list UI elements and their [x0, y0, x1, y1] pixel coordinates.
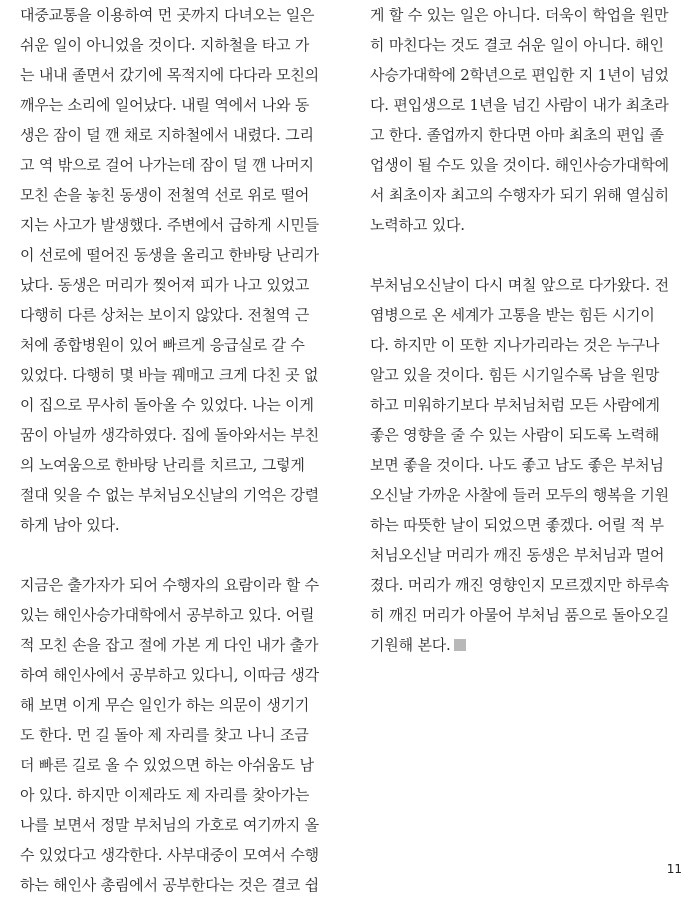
- text-line: 났다. 동생은 머리가 찢어져 피가 나고 있었고: [20, 276, 310, 294]
- text-line: 고 한다. 졸업까지 한다면 아마 최초의 편입 졸: [370, 126, 664, 144]
- text-line: 부처님오신날이 다시 며칠 앞으로 다가왔다. 전: [370, 276, 669, 294]
- text-line: 생은 잠이 덜 깬 채로 지하철에서 내렸다. 그리: [20, 126, 314, 144]
- text-line: 이 집으로 무사히 돌아올 수 있었다. 나는 이게: [20, 396, 314, 414]
- text-line-content: 기원해 본다.: [370, 636, 451, 654]
- text-line: 대중교통을 이용하여 먼 곳까지 다녀오는 일은: [20, 6, 315, 24]
- text-line: 모친 손을 놓친 동생이 전철역 선로 위로 떨어: [20, 186, 310, 204]
- text-line: 염병으로 온 세계가 고통을 받는 힘든 시기이: [370, 306, 655, 324]
- text-line: 더 빠른 길로 올 수 있었으면 하는 아쉬움도 남: [20, 756, 314, 774]
- text-line: 꿈이 아닐까 생각하였다. 집에 돌아와서는 부친: [20, 426, 319, 444]
- text-line: 하는 따뜻한 날이 되었으면 좋겠다. 어릴 적 부: [370, 516, 664, 534]
- text-line: 아 있다. 하지만 이제라도 제 자리를 찾아가는: [20, 786, 310, 804]
- left-column: [20, 0, 328, 900]
- text-line: 처에 종합병원이 있어 빠르게 응급실로 갈 수: [20, 336, 305, 354]
- text-line: 다행히 다른 상처는 보이지 않았다. 전철역 근: [20, 306, 310, 324]
- text-line: 적 모친 손을 잡고 절에 가본 게 다인 내가 출가: [20, 636, 319, 654]
- end-mark-icon: [454, 639, 466, 651]
- text-line: 하게 남아 있다.: [20, 516, 120, 534]
- text-line: 히 깨진 머리가 아물어 부처님 품으로 돌아오길: [370, 606, 669, 624]
- text-line: 해 보면 이게 무슨 일인가 하는 의문이 생기기: [20, 696, 310, 714]
- text-line: 이 선로에 떨어진 동생을 올리고 한바탕 난리가: [20, 246, 319, 264]
- text-line: 고 역 밖으로 걸어 나가는데 잠이 덜 깬 나머지: [20, 156, 314, 174]
- text-line: 게 할 수 있는 일은 아니다. 더욱이 학업을 원만: [370, 6, 669, 24]
- text-line: 다. 하지만 이 또한 지나가리라는 것은 누구나: [370, 336, 660, 354]
- text-line: 도 한다. 먼 길 돌아 제 자리를 찾고 나니 조금: [20, 726, 309, 744]
- paragraph-4: [370, 270, 678, 660]
- text-line: 하고 미워하기보다 부처님처럼 모든 사람에게: [370, 396, 660, 414]
- text-line: 있는 해인사승가대학에서 공부하고 있다. 어릴: [20, 606, 315, 624]
- text-line: 있었다. 다행히 몇 바늘 꿰매고 크게 다친 곳 없: [20, 366, 319, 384]
- text-line: 하여 해인사에서 공부하고 있다니, 이따금 생각: [20, 666, 319, 684]
- paragraph-3: [370, 0, 678, 240]
- text-line: 서 최초이자 최고의 수행자가 되기 위해 열심히: [370, 186, 669, 204]
- text-line: 처님오신날 머리가 깨진 동생은 부처님과 멀어: [370, 546, 665, 564]
- text-line: 쉬운 일이 아니었을 것이다. 지하철을 타고 가: [20, 36, 310, 54]
- text-line: 깨우는 소리에 일어났다. 내릴 역에서 나와 동: [20, 96, 310, 114]
- text-line: 히 마친다는 것도 결코 쉬운 일이 아니다. 해인: [370, 36, 664, 54]
- text-line: 좋은 영향을 줄 수 있는 사람이 되도록 노력해: [370, 426, 660, 444]
- text-line: 사승가대학에 2학년으로 편입한 지 1년이 넘었: [370, 66, 669, 84]
- text-line: 절대 잊을 수 없는 부처님오신날의 기억은 강렬: [20, 486, 319, 504]
- right-column: [370, 0, 678, 660]
- paragraph-1: [20, 0, 328, 540]
- text-line: 나를 보면서 정말 부처님의 가호로 여기까지 올: [20, 816, 319, 834]
- text-line: 노력하고 있다.: [370, 216, 465, 234]
- text-line: 의 노여움으로 한바탕 난리를 치르고, 그렇게: [20, 456, 305, 474]
- text-line: 졌다. 머리가 깨진 영향인지 모르겠지만 하루속: [370, 576, 669, 594]
- text-line: 는 내내 졸면서 갔기에 목적지에 다다라 모친의: [20, 66, 319, 84]
- text-line: 다. 편입생으로 1년을 넘긴 사람이 내가 최초라: [370, 96, 669, 114]
- text-line: 보면 좋을 것이다. 나도 좋고 남도 좋은 부처님: [370, 456, 664, 474]
- text-line-last: [370, 630, 678, 660]
- text-line: 하는 해인사 총림에서 공부한다는 것은 결코 쉽: [20, 876, 319, 894]
- text-line: 수 있었다고 생각한다. 사부대중이 모여서 수행: [20, 846, 319, 864]
- paragraph-gap: [370, 240, 678, 270]
- text-line: 지는 사고가 발생했다. 주변에서 급하게 시민들: [20, 216, 319, 234]
- paragraph-2: [20, 570, 328, 900]
- paragraph-gap: [20, 540, 328, 570]
- text-line: 오신날 가까운 사찰에 들러 모두의 행복을 기원: [370, 486, 669, 504]
- page-number: 11: [666, 862, 682, 876]
- text-line: 업생이 될 수도 있을 것이다. 해인사승가대학에: [370, 156, 669, 174]
- text-line: 알고 있을 것이다. 힘든 시기일수록 남을 원망: [370, 366, 660, 384]
- text-line: 지금은 출가자가 되어 수행자의 요람이라 할 수: [20, 576, 319, 594]
